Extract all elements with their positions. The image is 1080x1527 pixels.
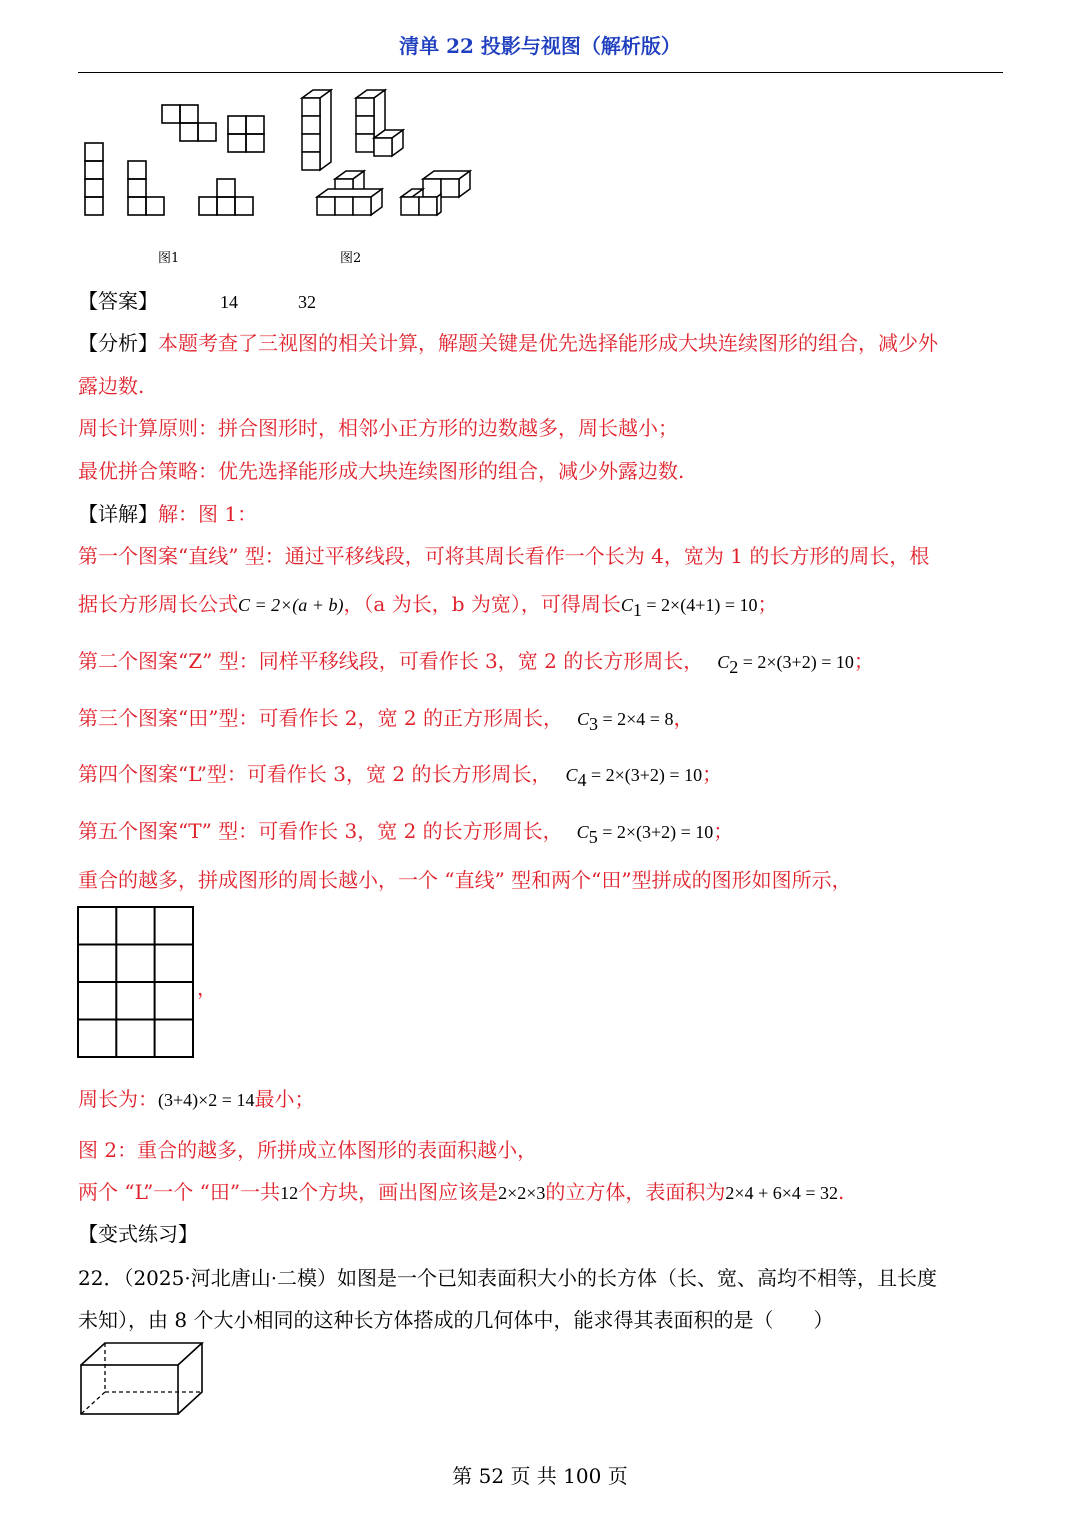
p9-dims: 2×2×3: [498, 1183, 546, 1203]
answer-tag: 【答案】: [78, 289, 158, 313]
question-line-2: 未知），由 8 个大小相同的这种长方体搭成的几何体中，能求得其表面积的是（ ）: [78, 1308, 834, 1332]
figure-1-shapes: [78, 90, 278, 220]
answer-value-2: 32: [298, 292, 316, 312]
p4-c: C: [565, 765, 578, 785]
p7-pre: 周长为：: [78, 1087, 158, 1111]
page-header-title: 清单 22 投影与视图（解析版）: [399, 34, 681, 58]
p2-sub: 2: [729, 657, 739, 677]
p9-end: .: [838, 1180, 845, 1204]
analysis-line-2: 露边数.: [78, 374, 145, 398]
p4-end: ；: [702, 762, 723, 786]
cube-z: [401, 171, 470, 215]
shape-z: [162, 105, 216, 141]
p4-eq: = 2×(3+2) = 10: [586, 765, 703, 785]
p3-c: C: [576, 709, 589, 729]
p7-formula: (3+4)×2 = 14: [158, 1090, 255, 1110]
p2-pre: 第二个图案“Z” 型：同样平移线段，可看作长 3，宽 2 的长方形周长，: [78, 649, 704, 673]
p5-sub: 5: [588, 827, 598, 847]
p4-sub: 4: [577, 770, 587, 790]
variant-tag: 【变式练习】: [78, 1222, 198, 1246]
p2-eq: = 2×(3+2) = 10: [738, 652, 854, 672]
p5-c: C: [576, 822, 589, 842]
cube-l: [356, 90, 403, 156]
combined-grid-figure: [77, 906, 197, 1060]
p9-num: 12: [280, 1183, 299, 1203]
p9-b: 个方块，画出图应该是: [298, 1180, 499, 1204]
detail-p9-line: [78, 1176, 844, 1205]
p2-end: ；: [853, 649, 874, 673]
cuboid-figure: [78, 1340, 208, 1420]
detail-p2-line: [78, 645, 874, 678]
p5-pre: 第五个图案“T” 型：可看作长 3，宽 2 的长方形周长，: [78, 819, 563, 843]
shape-line: [85, 143, 103, 215]
header-rule: [78, 72, 1003, 73]
p3-sub: 3: [589, 714, 598, 734]
p1-pre: 据长方形周长公式: [78, 592, 238, 616]
detail-p5-line: [78, 815, 733, 848]
p1-c: C: [620, 595, 633, 615]
detail-p1-line-1: 第一个图案“直线” 型：通过平移线段，可将其周长看作一个长为 4，宽为 1 的长方形的周长，根: [78, 544, 930, 568]
figure-2-caption: 图2: [340, 251, 362, 266]
analysis-line-4: 最优拼合策略：优先选择能形成大块连续图形的组合，减少外露边数.: [78, 459, 685, 483]
detail-p3-line: [78, 702, 693, 735]
detail-intro: 解：图 1：: [158, 502, 258, 526]
p3-eq: = 2×4 = 8: [598, 709, 674, 729]
p1-end: ；: [757, 592, 778, 616]
detail-tag: 【详解】: [78, 502, 158, 526]
detail-p4-line: [78, 758, 722, 791]
p4-pre: 第四个图案“L”型：可看作长 3，宽 2 的长方形周长，: [78, 762, 552, 786]
answer-row: [78, 285, 316, 314]
p1-mid: ，（a 为长，b 为宽），可得周长: [343, 592, 621, 616]
figure-1-caption: 图1: [158, 251, 180, 266]
grid-comma: ，: [197, 976, 217, 1000]
analysis-tag: 【分析】: [78, 331, 158, 355]
p7-end: 最小；: [254, 1087, 315, 1111]
page-footer: 第 52 页 共 100 页: [452, 1464, 628, 1488]
analysis-line-3: 周长计算原则：拼合图形时，相邻小正方形的边数越多，周长越小；: [78, 416, 678, 440]
shape-l: [128, 161, 164, 215]
p5-end: ；: [713, 819, 734, 843]
question-line-1: 22．（2025·河北唐山·二模）如图是一个已知表面积大小的长方体（长、宽、高均不相等，且长度: [78, 1266, 938, 1290]
figure-2-cubes: [295, 85, 485, 230]
p3-pre: 第三个图案“田”型：可看作长 2，宽 2 的正方形周长，: [78, 706, 563, 730]
p1-sub: 1: [632, 600, 642, 620]
p1-formula: C = 2×(a + b): [238, 595, 344, 615]
cube-t: [317, 171, 382, 215]
answer-value-1: 14: [220, 292, 238, 312]
analysis-line-1: [78, 327, 938, 356]
p1-eq: = 2×(4+1) = 10: [641, 595, 758, 615]
p9-a: 两个 “L”一个 “田”一共: [78, 1180, 281, 1204]
p9-c: 的立方体，表面积为: [545, 1180, 726, 1204]
detail-p6-line: 重合的越多，拼成图形的周长越小，一个 “直线” 型和两个“田”型拼成的图形如图所示，: [78, 868, 852, 892]
analysis-text-1: 本题考查了三视图的相关计算，解题关键是优先选择能形成大块连续图形的组合，减少外: [158, 331, 938, 355]
cube-column: [302, 90, 331, 170]
p9-formula: 2×4 + 6×4 = 32: [725, 1183, 839, 1203]
p2-c: C: [717, 652, 730, 672]
shape-square: [228, 116, 264, 152]
shape-t: [199, 179, 253, 215]
p3-end: ，: [673, 706, 694, 730]
detail-intro-line: [78, 498, 257, 527]
detail-p7-line: [78, 1083, 314, 1112]
p5-eq: = 2×(3+2) = 10: [597, 822, 714, 842]
detail-p8-line: 图 2：重合的越多，所拼成立体图形的表面积越小，: [78, 1138, 538, 1162]
detail-p1-line-2: [78, 588, 778, 621]
